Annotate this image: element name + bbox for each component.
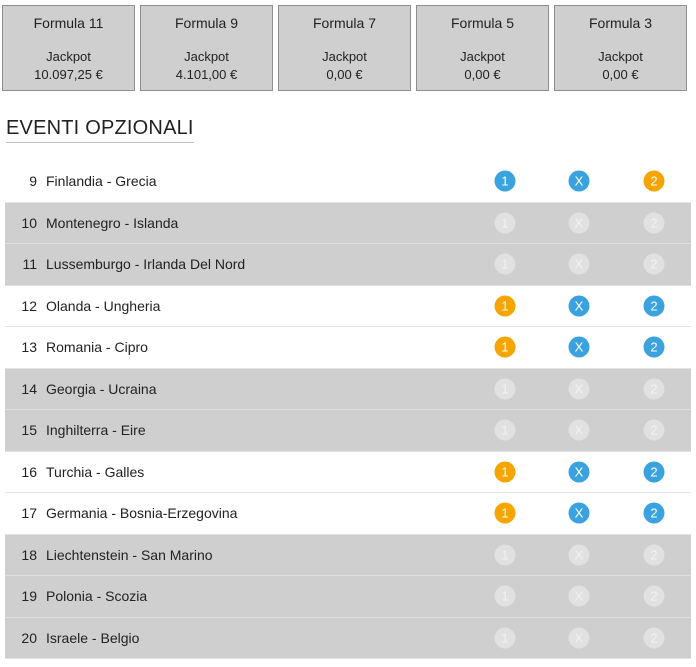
odd-2-button: 2 [644,378,665,399]
odd-2-button: 2 [644,544,665,565]
event-number: 16 [21,463,37,480]
away-team: San Marino [140,546,213,563]
odd-x-button[interactable]: X [569,171,590,192]
home-team: Finlandia [46,173,103,190]
odd-1-button[interactable]: 1 [495,461,516,482]
jackpot-label: Jackpot [184,49,229,64]
event-row [5,327,691,369]
odd-2-button: 2 [644,627,665,648]
event-match [46,630,139,646]
team-separator: - [108,422,121,439]
event-row [5,161,691,203]
home-team: Olanda [46,297,92,314]
team-separator: - [128,546,141,563]
formula-name: Formula 5 [450,15,515,31]
odd-2-button[interactable]: 2 [644,503,665,524]
odd-1-button[interactable]: 1 [495,295,516,316]
formula-5-box[interactable] [416,5,549,91]
event-row [5,618,691,660]
team-separator: - [130,256,144,273]
event-number: 10 [21,214,37,231]
event-row [5,535,691,577]
event-row [5,369,691,411]
event-match [46,298,160,314]
event-row [5,493,691,535]
odd-x-button: X [569,627,590,648]
event-row [5,452,691,494]
team-separator: - [91,297,104,314]
odd-2-button[interactable]: 2 [644,171,665,192]
home-team: Romania [46,339,103,356]
odd-x-button[interactable]: X [569,295,590,316]
odd-x-button: X [569,544,590,565]
odd-x-button[interactable]: X [569,337,590,358]
odd-2-button[interactable]: 2 [644,295,665,316]
jackpot-label: Jackpot [460,49,505,64]
event-match [46,339,148,355]
event-match [46,505,237,521]
away-team: Ungheria [103,297,161,314]
event-match [46,547,213,563]
jackpot-label: Jackpot [598,49,643,64]
jackpot-amount: 10.097,25 € [34,67,103,82]
team-separator: - [102,339,115,356]
away-team: Irlanda Del Nord [143,256,246,273]
team-separator: - [88,629,101,646]
event-row [5,244,691,286]
event-number: 9 [29,173,37,190]
odd-2-button[interactable]: 2 [644,461,665,482]
odd-x-button: X [569,212,590,233]
away-team: Eire [120,422,146,439]
event-number: 14 [21,380,37,397]
odd-2-button: 2 [644,586,665,607]
event-number: 19 [21,588,37,605]
event-match [46,588,147,604]
odd-1-button: 1 [495,378,516,399]
team-separator: - [102,173,116,190]
jackpot-label: Jackpot [322,49,367,64]
home-team: Germania [46,505,108,522]
formula-9-box[interactable] [140,5,273,91]
formula-name: Formula 3 [588,15,653,31]
odd-2-button: 2 [644,254,665,275]
event-match [46,215,178,231]
odd-1-button: 1 [495,254,516,275]
team-separator: - [92,588,106,605]
jackpot-amount: 0,00 € [464,67,501,82]
team-separator: - [120,214,134,231]
event-row [5,410,691,452]
odd-1-button: 1 [495,627,516,648]
home-team: Polonia [46,588,93,605]
section-title: EVENTI OPZIONALI [6,117,194,143]
away-team: Grecia [115,173,157,190]
odd-1-button: 1 [495,212,516,233]
event-match [46,422,146,438]
away-team: Galles [104,463,145,480]
away-team: Scozia [105,588,148,605]
formula-name: Formula 9 [174,15,239,31]
away-team: Ucraina [108,380,157,397]
odd-1-button: 1 [495,586,516,607]
formula-selector [2,5,687,91]
odd-1-button[interactable]: 1 [495,503,516,524]
odd-2-button[interactable]: 2 [644,337,665,358]
event-match [46,173,157,189]
event-number: 11 [22,256,37,273]
team-separator: - [107,505,120,522]
event-number: 13 [21,339,37,356]
team-separator: - [95,380,109,397]
odd-1-button[interactable]: 1 [495,171,516,192]
event-row [5,203,691,245]
home-team: Liechtenstein [46,546,129,563]
odd-x-button: X [569,586,590,607]
event-row [5,286,691,328]
odd-2-button: 2 [644,420,665,441]
jackpot-amount: 0,00 € [326,67,363,82]
away-team: Belgio [100,629,140,646]
odd-1-button[interactable]: 1 [495,337,516,358]
formula-name: Formula 7 [312,15,377,31]
home-team: Lussemburgo [46,256,131,273]
home-team: Georgia [46,380,96,397]
formula-name: Formula 11 [33,15,104,31]
formula-7-box[interactable] [278,5,411,91]
home-team: Inghilterra [46,422,109,439]
event-number: 17 [21,505,37,522]
odd-x-button: X [569,378,590,399]
event-row [5,576,691,618]
away-team: Islanda [133,214,179,231]
away-team: Cipro [114,339,148,356]
formula-3-box[interactable] [554,5,687,91]
team-separator: - [92,463,105,480]
odd-x-button[interactable]: X [569,503,590,524]
optional-events-list [5,161,691,659]
event-match [46,256,245,272]
jackpot-amount: 4.101,00 € [175,67,238,82]
odd-x-button[interactable]: X [569,461,590,482]
event-number: 15 [21,422,37,439]
home-team: Turchia [46,463,93,480]
odd-2-button: 2 [644,212,665,233]
event-match [46,381,157,397]
home-team: Israele [46,629,89,646]
formula-11-box[interactable] [2,5,135,91]
odd-x-button: X [569,254,590,275]
event-number: 12 [21,297,37,314]
home-team: Montenegro [46,214,121,231]
event-number: 20 [21,629,37,646]
odd-1-button: 1 [495,544,516,565]
event-match [46,464,144,480]
event-number: 18 [21,546,37,563]
odd-1-button: 1 [495,420,516,441]
away-team: Bosnia-Erzegovina [119,505,238,522]
jackpot-amount: 0,00 € [602,67,639,82]
jackpot-label: Jackpot [46,49,91,64]
odd-x-button: X [569,420,590,441]
